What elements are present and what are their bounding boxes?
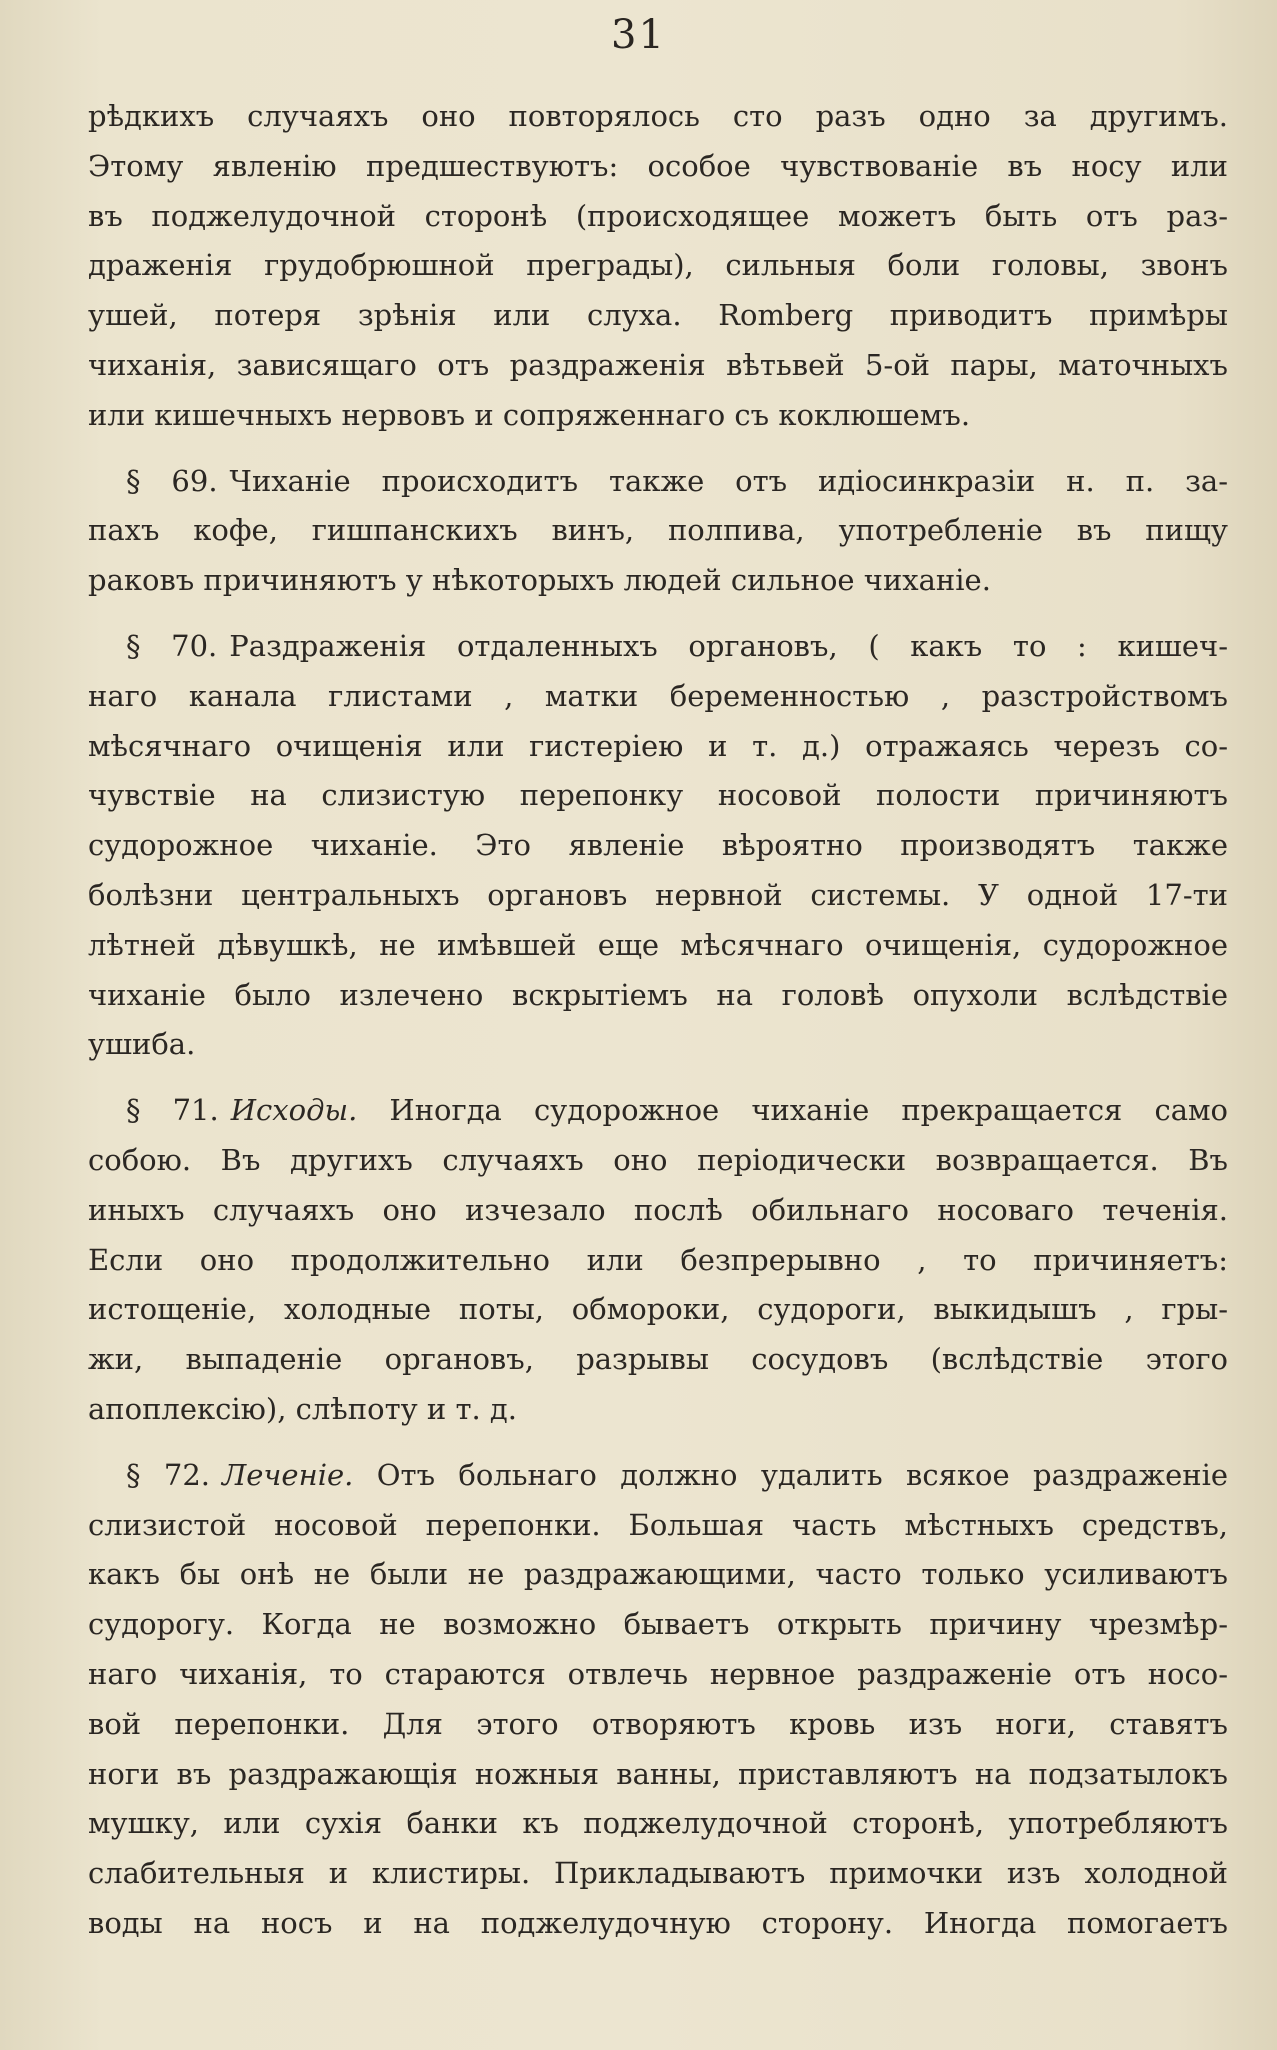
text-line: собою. Въ другихъ случаяхъ оно періодически возвращается. Въ (88, 1142, 1228, 1177)
text-line: ушей, потеря зрѣнія или слуха. Romberg приводитъ примѣры (88, 298, 1228, 333)
text-line: наго канала глистами , матки беременностью , разстройствомъ (88, 678, 1228, 713)
line-text: Раздраженія отдаленныхъ органовъ, ( какъ то : кишеч- (229, 628, 1228, 663)
text-line: ноги въ раздражающія ножныя ванны, приставляютъ на подзатылокъ (88, 1756, 1228, 1791)
text-line: воды на носъ и на поджелудочную сторону. Иногда помогаетъ (88, 1905, 1228, 1940)
text-line: чувствіе на слизистую перепонку носовой полости причиняютъ (88, 778, 1228, 813)
text-line: лѣтней дѣвушкѣ, не имѣвшей еще мѣсячнаго очищенія, судорожное (88, 927, 1228, 962)
text-line: наго чиханія, то стараются отвлечь нервное раздраженіе отъ носо- (88, 1656, 1228, 1691)
text-line: иныхъ случаяхъ оно изчезало послѣ обильнаго носоваго теченія. (88, 1192, 1228, 1227)
text-line: слизистой носовой перепонки. Большая часть мѣстныхъ средствъ, (88, 1507, 1228, 1542)
text-line: судорогу. Когда не возможно бываетъ открыть причину чрезмѣр- (88, 1607, 1228, 1642)
line-text: Иногда судорожное чиханіе прекращается само (389, 1093, 1228, 1128)
text-line: судорожное чиханіе. Это явленіе вѣроятно производятъ также (88, 828, 1228, 863)
text-line: драженія грудобрюшной преграды), сильныя боли головы, звонъ (88, 248, 1228, 283)
text-line: Если оно продолжительно или безпрерывно , то причиняетъ: (88, 1242, 1228, 1277)
section-number: § 70. (126, 628, 218, 663)
text-line (88, 457, 1228, 507)
text-line: апоплексію), слѣпоту и т. д. (88, 1391, 517, 1426)
text-line (88, 1451, 1228, 1501)
text-line (88, 622, 1228, 672)
paragraph-69 (88, 457, 1228, 606)
line-text: Чиханіе происходитъ также отъ идіосинкразіи н. п. за- (229, 463, 1228, 498)
body-text (88, 92, 1228, 1949)
paragraph-68-continuation (88, 92, 1228, 441)
text-line: чиханія, зависящаго отъ раздраженія вѣтьвей 5-ой пары, маточныхъ (88, 347, 1228, 382)
paragraph-70 (88, 622, 1228, 1070)
section-number: § 72. (126, 1457, 211, 1492)
text-line: Этому явленію предшествуютъ: особое чувствованіе въ носу или (88, 148, 1228, 183)
page-number: 31 (611, 12, 666, 58)
text-line: жи, выпаденіе органовъ, разрывы сосудовъ (вслѣдствіе этого (88, 1342, 1228, 1377)
text-line: какъ бы онѣ не были не раздражающими, часто только усиливаютъ (88, 1557, 1228, 1592)
text-line: раковъ причиняютъ у нѣкоторыхъ людей сильное чиханіе. (88, 563, 991, 598)
text-line: рѣдкихъ случаяхъ оно повторялось сто разъ одно за другимъ. (88, 99, 1228, 133)
paragraph-71 (88, 1086, 1228, 1435)
text-line: вой перепонки. Для этого отворяютъ кровь изъ ноги, ставятъ (88, 1706, 1228, 1741)
text-line: или кишечныхъ нервовъ и сопряженнаго съ коклюшемъ. (88, 397, 971, 432)
line-text: Отъ больнаго должно удалить всякое раздраженіе (376, 1457, 1228, 1492)
text-line (88, 1086, 1228, 1136)
text-line: болѣзни центральныхъ органовъ нервной системы. У одной 17-ти (88, 877, 1228, 912)
text-line: пахъ кофе, гишпанскихъ винъ, полпива, употребленіе въ пищу (88, 513, 1228, 548)
section-number: § 69. (126, 463, 218, 498)
text-line: въ поджелудочной сторонѣ (происходящее можетъ быть отъ раз- (88, 198, 1228, 233)
text-line: слабительныя и клистиры. Прикладываютъ примочки изъ холодной (88, 1856, 1228, 1891)
paragraph-72 (88, 1451, 1228, 1949)
text-line: истощеніе, холодные поты, обмороки, судороги, выкидышъ , гры- (88, 1292, 1228, 1327)
text-line: мѣсячнаго очищенія или гистеріею и т. д.) отражаясь черезъ со- (88, 728, 1228, 763)
section-heading: Исходы. (230, 1093, 358, 1128)
text-line: ушиба. (88, 1027, 196, 1062)
text-line: чиханіе было излечено вскрытіемъ на головѣ опухоли вслѣдствіе (88, 977, 1228, 1012)
section-number: § 71. (126, 1093, 219, 1128)
text-line: мушку, или сухія банки къ поджелудочной сторонѣ, употребляютъ (88, 1806, 1228, 1841)
section-heading: Леченіе. (222, 1457, 354, 1492)
